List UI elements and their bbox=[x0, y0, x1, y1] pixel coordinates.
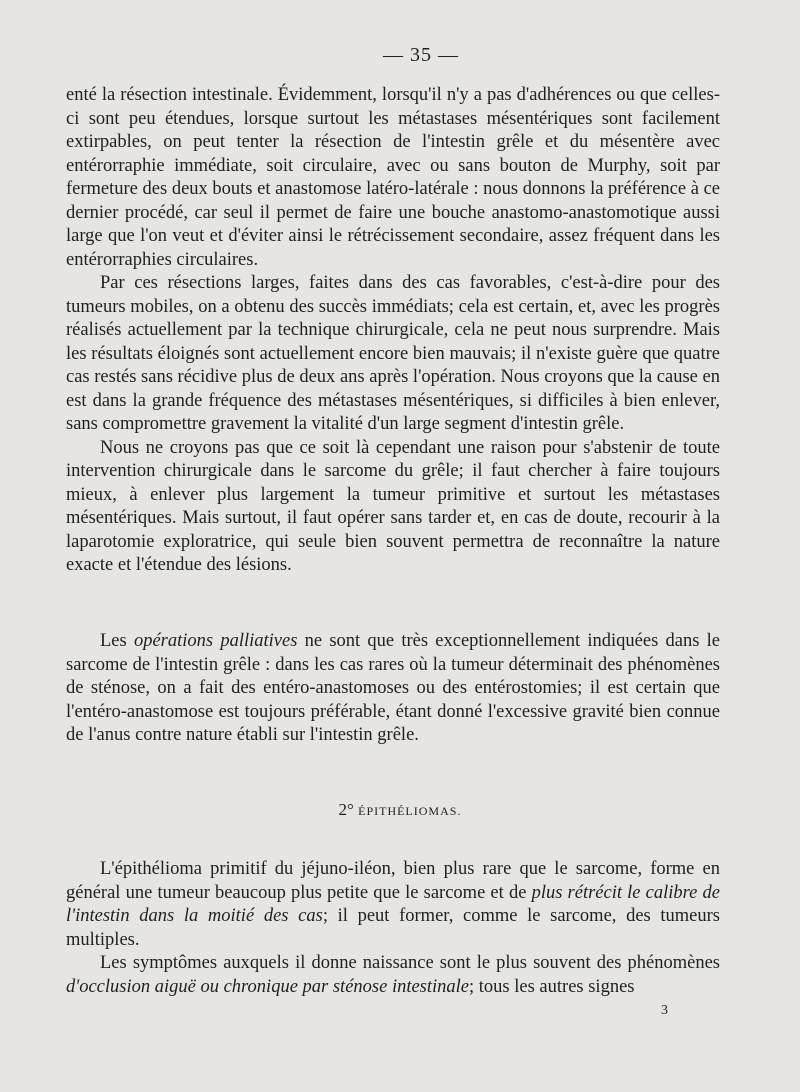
symptoms-lead: Les symptômes auxquels il donne naissance sont le plus souvent des phénomènes bbox=[100, 953, 720, 973]
printer-signature: 3 bbox=[661, 1003, 668, 1018]
text-block-1 bbox=[66, 84, 720, 578]
paragraph-results: Par ces résections larges, faites dans des cas favorables, c'est-à-dire pour des tumeurs mobiles, on a obtenu des succès immédiats; cela est certain, et, avec les progrès réalisés actuellement par la technique chirurgicale, cela ne peut nous surprendre. Mais les résultats éloignés sont actuellement encore bien mauvais; il n'existe guère que quatre cas restés sans récidive plus de deux ans après l'opération. Nous croyons que la cause en est dans la grande fréquence des métastases mésentériques, si difficiles à bien enlever, sans compromettre gravement la vitalité d'un large segment d'intestin grêle. bbox=[66, 273, 720, 434]
symptoms-rest: ; tous les autres signes bbox=[469, 976, 635, 997]
text-block-2 bbox=[66, 630, 720, 748]
palliative-italic: opérations palliatives bbox=[133, 631, 298, 651]
paragraph-palliative bbox=[66, 630, 720, 748]
palliative-rest: ne sont que très exceptionnellement indiquées dans le sarcome de l'intestin grêle : dans les cas rares où la tumeur déterminait des phénomènes de sténose, on a fait des entéro-anastomoses ou des entérostomies; il est certain que l'entéro-anastomose est toujours préférable, étant donné l'excessive gravité bien connue de l'anus contre nature établi sur l'intestin grêle. bbox=[66, 631, 720, 745]
section-title: ÉPITHÉLIOMAS. bbox=[358, 804, 462, 818]
paragraph-resection: enté la résection intestinale. Évidemment, lorsqu'il n'y a pas d'adhérences ou que celles-ci sont peu étendues, lorsque surtout les métastases mésentériques sont facilement extirpables, on peut tenter la résection de l'intestin grêle et du mésentère avec entérorraphie immédiate, soit circulaire, avec ou sans bouton de Murphy, soit par fermeture des deux bouts et anastomose latéro-latérale : nous donnons la préférence à ce dernier procédé, car seul il permet de faire une bouche anastomo-anastomotique aussi large que l'on veut et d'éviter ainsi le rétrécissement secondaire, assez fréquent dans les entérorraphies circulaires. bbox=[66, 85, 720, 270]
text-block-3 bbox=[66, 858, 720, 999]
palliative-lead: Les bbox=[100, 631, 134, 651]
paragraph-symptoms bbox=[66, 952, 720, 999]
epithelioma-italic: plus rétrécit le calibre de l'intestin dans la moitié des cas bbox=[66, 882, 720, 926]
symptoms-italic: d'occlusion aiguë ou chronique par sténose intestinale bbox=[66, 976, 470, 997]
section-number: 2° bbox=[338, 800, 354, 819]
paragraph-intervention: Nous ne croyons pas que ce soit là cependant une raison pour s'abstenir de toute intervention chirurgicale dans le sarcome du grêle; il faut chercher à faire toujours mieux, à enlever plus largement la tumeur primitive et surtout les métastases mésentériques. Mais surtout, il faut opérer sans tarder et, en cas de doute, recourir à la laparotomie exploratrice, qui seule bien souvent permettra de reconnaître la nature exacte et l'étendue des lésions. bbox=[66, 437, 720, 575]
epithelioma-lead: L'épithélioma primitif du jéjuno-iléon, bien plus rare que le sarcome, forme en général une tumeur beaucoup plus petite que le sarcome et de bbox=[66, 859, 720, 903]
epithelioma-rest: ; il peut former, comme le sarcome, des tumeurs multiples. bbox=[66, 906, 721, 950]
page-number: — 35 — bbox=[383, 44, 459, 66]
paragraph-epithelioma bbox=[66, 858, 720, 952]
section-heading bbox=[0, 800, 800, 820]
